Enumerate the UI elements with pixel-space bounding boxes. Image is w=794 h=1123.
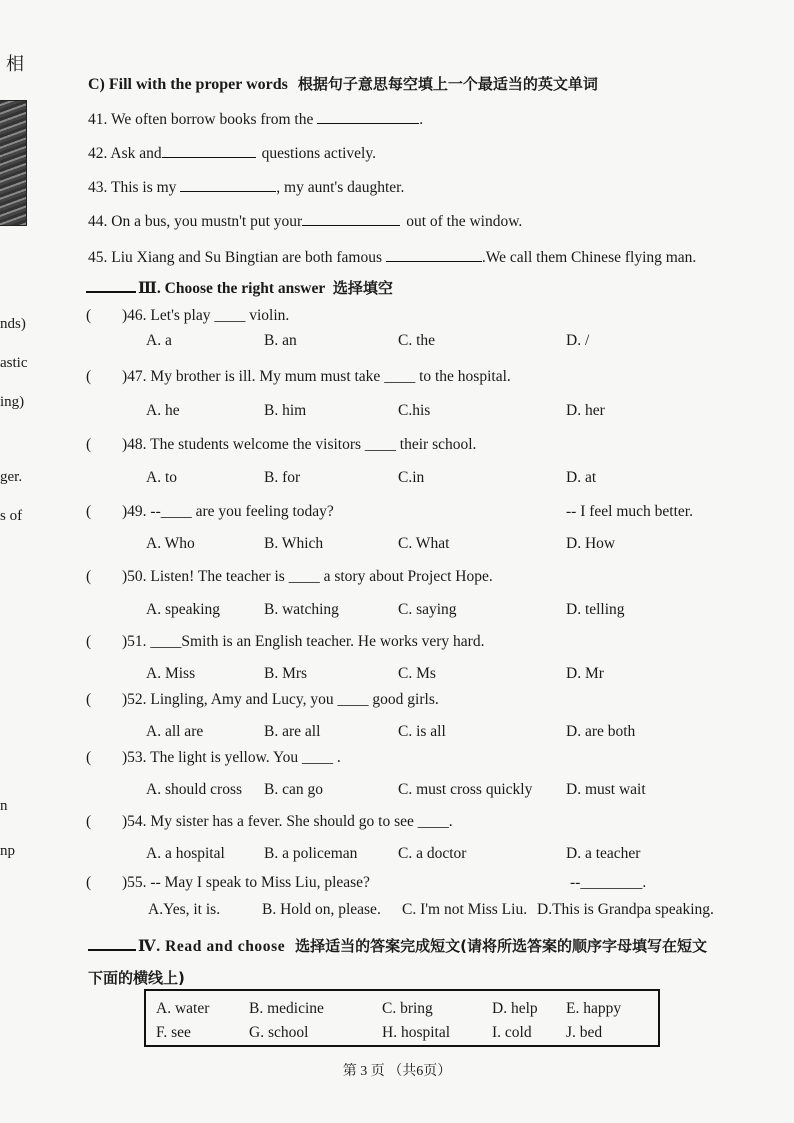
choice-option-d[interactable]: D. must wait — [566, 781, 646, 798]
question-text: 42. Ask and — [88, 145, 162, 162]
section-c-title-en: C) Fill with the proper words — [88, 76, 288, 93]
question-text: questions actively. — [261, 145, 376, 162]
choice-option-a[interactable]: A. all are — [146, 723, 204, 740]
choice-option-b[interactable]: B. watching — [264, 601, 339, 618]
choice-option-a[interactable]: A. Miss — [146, 665, 196, 682]
choice-option-c[interactable]: C.in — [398, 469, 425, 486]
choice-option-a[interactable]: A. to — [146, 469, 177, 486]
section-iv-title-en: Ⅳ. Read and choose — [138, 938, 286, 955]
word-option: F. see — [156, 1024, 191, 1041]
choice-option-a[interactable]: A. should cross — [146, 781, 243, 798]
score-blank[interactable] — [88, 935, 136, 951]
section-c-title — [88, 73, 598, 94]
choice-option-a[interactable]: A. Who — [146, 535, 195, 552]
choice-option-a[interactable]: A. he — [146, 402, 180, 419]
answer-blank[interactable] — [386, 247, 482, 262]
choice-option-b[interactable]: B. a policeman — [264, 845, 358, 862]
word-option: G. school — [249, 1024, 309, 1041]
question-stem: )54. My sister has a fever. She should go to see ____. — [122, 813, 453, 830]
section-iii-title-en: Ⅲ. Choose the right answer — [138, 280, 325, 297]
word-option: H. hospital — [382, 1024, 451, 1041]
question-text: out of the window. — [406, 213, 523, 230]
question-stem: )48. The students welcome the visitors ____ their school. — [122, 436, 477, 453]
choice-option-c[interactable]: C. What — [398, 535, 450, 552]
question-text: 43. This is my — [88, 179, 177, 196]
choice-option-d[interactable]: D. How — [566, 535, 616, 552]
choice-option-c[interactable]: C. Ms — [398, 665, 436, 682]
choice-option-d[interactable]: D. telling — [566, 601, 625, 618]
word-option: B. medicine — [249, 1000, 324, 1017]
question-41 — [88, 109, 423, 129]
choice-option-b[interactable]: B. an — [264, 332, 297, 349]
question-stem: )47. My brother is ill. My mum must take ____ to the hospital. — [122, 368, 511, 385]
choice-option-c[interactable]: C. is all — [398, 723, 446, 740]
answer-paren[interactable]: ( — [86, 874, 92, 891]
edge-fragment: nds) — [0, 316, 26, 332]
edge-fragment: np — [0, 843, 15, 859]
question-stem: )49. --____ are you feeling today? — [122, 503, 334, 520]
section-iv-title — [88, 935, 707, 956]
word-option: I. cold — [492, 1024, 532, 1041]
question-stem: )53. The light is yellow. You ____ . — [122, 749, 341, 766]
question-42 — [88, 143, 376, 163]
choice-option-b[interactable]: B. are all — [264, 723, 321, 740]
section-iv-title-cont: 下面的横线上) — [88, 969, 185, 987]
choice-option-b[interactable]: B. can go — [264, 781, 323, 798]
choice-option-a[interactable]: A. a hospital — [146, 845, 225, 862]
choice-option-c[interactable]: C. the — [398, 332, 436, 349]
question-44 — [88, 211, 522, 231]
answer-blank[interactable] — [302, 211, 400, 226]
question-text: 45. Liu Xiang and Su Bingtian are both famous — [88, 249, 383, 266]
page-footer: 第 3 页 （共6页） — [342, 1064, 452, 1079]
question-stem: )51. ____Smith is an English teacher. He works very hard. — [122, 633, 485, 650]
section-iii-title-cn: 选择填空 — [332, 279, 393, 297]
choice-option-b[interactable]: B. for — [264, 469, 301, 486]
edge-fragment: ger. — [0, 469, 23, 485]
word-option: A. water — [156, 1000, 210, 1017]
question-text: .We call them Chinese flying man. — [481, 249, 697, 266]
answer-paren[interactable]: ( — [86, 691, 92, 708]
answer-paren[interactable]: ( — [86, 749, 92, 766]
score-blank[interactable] — [86, 277, 136, 293]
choice-option-d[interactable]: D. her — [566, 402, 605, 419]
choice-option-d[interactable]: D. / — [566, 332, 590, 349]
section-iii-title — [86, 277, 393, 298]
choice-option-c[interactable]: C. I'm not Miss Liu. — [402, 901, 528, 918]
dialogue-reply: --________. — [570, 874, 647, 891]
edge-fragment: astic — [0, 355, 28, 371]
choice-option-b[interactable]: B. Hold on, please. — [262, 901, 381, 918]
choice-option-d[interactable]: D.This is Grandpa speaking. — [537, 901, 714, 918]
answer-blank[interactable] — [317, 109, 419, 124]
choice-option-a[interactable]: A. speaking — [146, 601, 221, 618]
question-stem: )52. Lingling, Amy and Lucy, you ____ good girls. — [122, 691, 439, 708]
word-option: J. bed — [566, 1024, 603, 1041]
choice-option-d[interactable]: D. at — [566, 469, 597, 486]
section-iv-title-cn: 选择适当的答案完成短文(请将所选答案的顺序字母填写在短文 — [295, 937, 707, 955]
question-text: . — [419, 111, 424, 128]
question-stem: )46. Let's play ____ violin. — [122, 307, 290, 324]
word-option: C. bring — [382, 1000, 433, 1017]
choice-option-a[interactable]: A. a — [146, 332, 172, 349]
choice-option-a[interactable]: A.Yes, it is. — [148, 901, 221, 918]
edge-fragment: ing) — [0, 394, 25, 410]
choice-option-d[interactable]: D. are both — [566, 723, 636, 740]
choice-option-d[interactable]: D. a teacher — [566, 845, 641, 862]
edge-fragment: n — [0, 798, 8, 814]
answer-paren[interactable]: ( — [86, 813, 92, 830]
answer-blank[interactable] — [162, 143, 256, 158]
question-stem: )55. -- May I speak to Miss Liu, please? — [122, 874, 370, 891]
choice-option-d[interactable]: D. Mr — [566, 665, 604, 682]
question-45 — [88, 247, 696, 267]
word-bank-box — [144, 989, 660, 1047]
question-text: , my aunt's daughter. — [276, 179, 405, 196]
word-option: E. happy — [566, 1000, 622, 1017]
answer-paren[interactable]: ( — [86, 368, 92, 385]
edge-picture-fragment — [0, 100, 27, 226]
section-c-title-cn: 根据句子意思每空填上一个最适当的英文单词 — [297, 75, 598, 93]
choice-option-c[interactable]: C. a doctor — [398, 845, 467, 862]
answer-paren[interactable]: ( — [86, 436, 92, 453]
question-text: 41. We often borrow books from the — [88, 111, 314, 128]
answer-paren[interactable]: ( — [86, 307, 92, 324]
edge-char: 相 — [6, 54, 24, 74]
choice-option-b[interactable]: B. Which — [264, 535, 324, 552]
choice-option-b[interactable]: B. Mrs — [264, 665, 308, 682]
choice-option-b[interactable]: B. him — [264, 402, 307, 419]
answer-blank[interactable] — [180, 177, 276, 192]
question-stem: )50. Listen! The teacher is ____ a story about Project Hope. — [122, 568, 493, 585]
choice-option-c[interactable]: C. saying — [398, 601, 457, 618]
word-option: D. help — [492, 1000, 538, 1017]
dialogue-reply: -- I feel much better. — [566, 503, 693, 520]
choice-option-c[interactable]: C. must cross quickly — [398, 781, 533, 798]
edge-fragment: s of — [0, 508, 23, 524]
answer-paren[interactable]: ( — [86, 503, 92, 520]
answer-paren[interactable]: ( — [86, 568, 92, 585]
choice-option-c[interactable]: C.his — [398, 402, 431, 419]
question-text: 44. On a bus, you mustn't put your — [88, 213, 303, 230]
question-43 — [88, 177, 404, 197]
answer-paren[interactable]: ( — [86, 633, 92, 650]
